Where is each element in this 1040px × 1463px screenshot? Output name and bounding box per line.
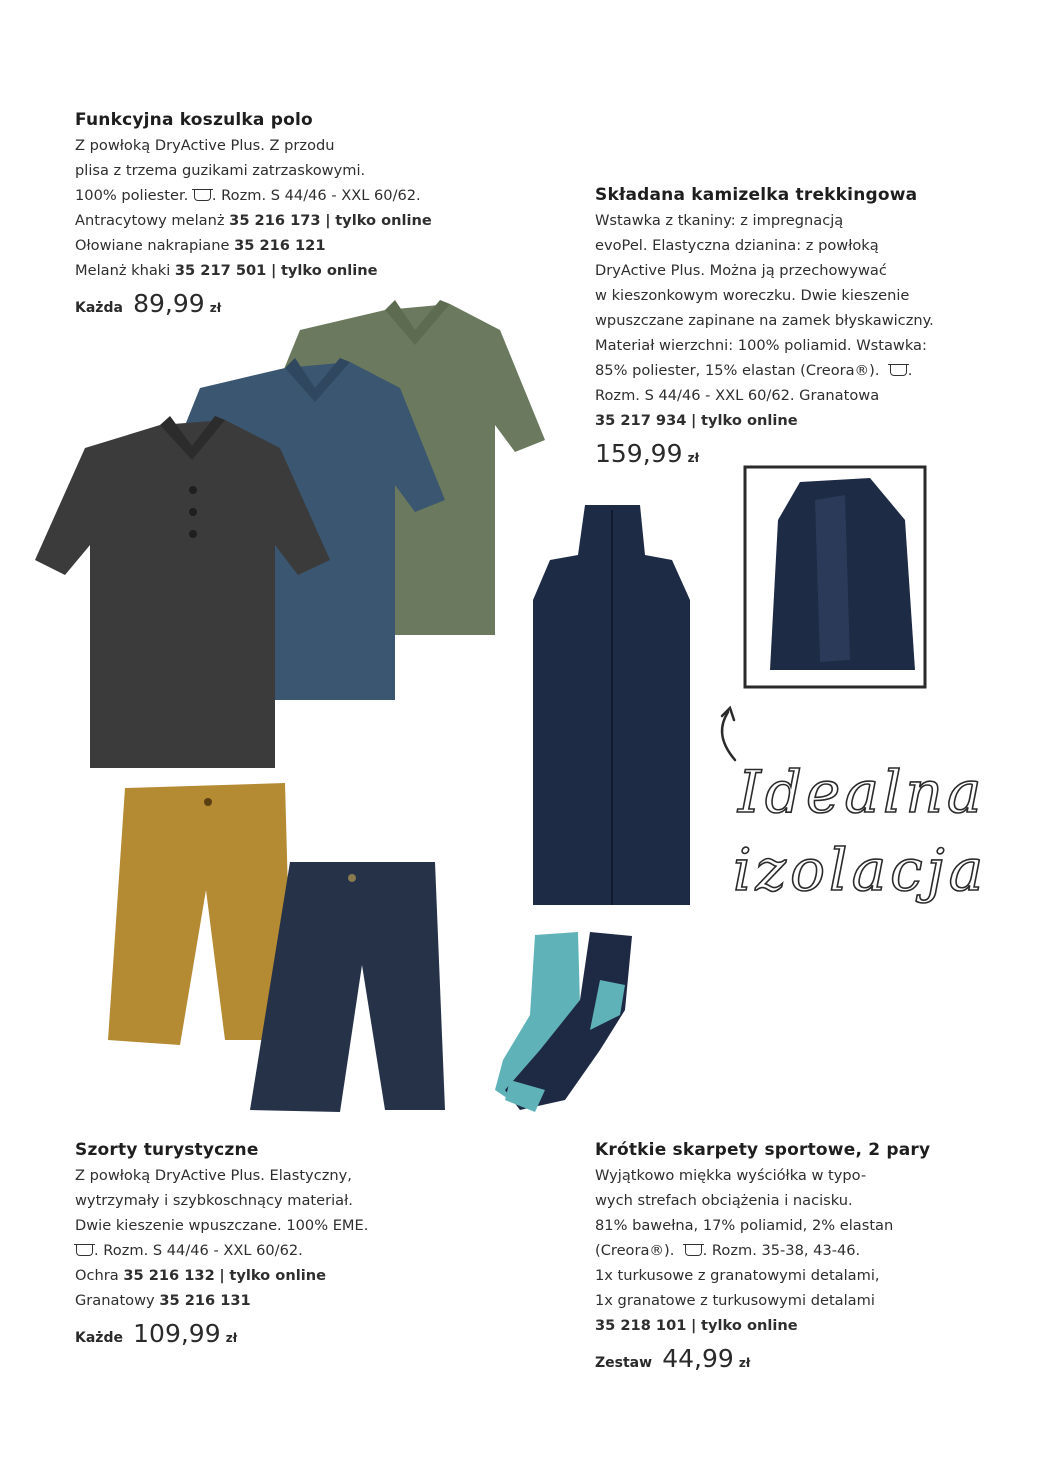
socks-desc-3: 81% bawełna, 17% poliamid, 2% elastan — [595, 1217, 894, 1234]
shorts-desc-3: Dwie kieszenie wpuszczane. 100% EME. — [75, 1217, 369, 1234]
shorts-sizes: . Rozm. S 44/46 - XXL 60/62. — [94, 1242, 303, 1259]
price-value: 89,99 — [133, 289, 205, 318]
socks-desc-2: wych strefach obciążenia i nacisku. — [595, 1192, 853, 1209]
variant-code: 35 216 131 — [159, 1292, 251, 1309]
socks-product-text — [595, 1140, 930, 1373]
socks-sizes: . Rozm. 35-38, 43-46. — [702, 1242, 861, 1259]
variant-code: 35 217 934 — [595, 412, 687, 429]
currency: zł — [225, 1331, 238, 1345]
online-only-tag: tylko online — [701, 412, 798, 429]
variant-name: Granatowy — [75, 1292, 155, 1309]
vest-front-image — [533, 505, 690, 905]
variant-name: Ołowiane nakrapiane — [75, 237, 230, 254]
socks-desc-4 — [595, 1238, 930, 1263]
shorts-desc-1: Z powłoką DryActive Plus. Elastyczny, — [75, 1167, 352, 1184]
polo-desc-1: Z powłoką DryActive Plus. Z przodu — [75, 137, 335, 154]
shorts-variant-1 — [75, 1263, 368, 1288]
polo-title: Funkcyjna koszulka polo — [75, 110, 313, 130]
socks-image — [495, 932, 632, 1112]
socks-price — [595, 1344, 930, 1373]
shorts-desc-2: wytrzymały i szybkoschnący materiał. — [75, 1192, 353, 1209]
variant-name: Melanż khaki — [75, 262, 171, 279]
polo-desc-2: plisa z trzema guzikami zatrzaskowymi. — [75, 162, 366, 179]
vest-material: 85% poliester, 15% elastan (Creora®). — [595, 362, 880, 379]
shorts-variant-2 — [75, 1288, 368, 1313]
shorts-product-text — [75, 1140, 368, 1348]
slogan-line-1: Idealna — [738, 758, 986, 826]
price-value: 44,99 — [662, 1344, 734, 1373]
polo-material: 100% poliester. — [75, 187, 189, 204]
separator: | — [219, 1267, 225, 1284]
arrow-up-icon — [722, 708, 735, 760]
price-label: Każda — [75, 300, 123, 316]
online-only-tag: tylko online — [280, 262, 378, 279]
shorts-title: Szorty turystyczne — [75, 1140, 259, 1160]
online-only-tag: tylko online — [701, 1317, 798, 1334]
shorts-desc-4 — [75, 1238, 368, 1263]
vest-desc-3: DryActive Plus. Można ją przechowywać — [595, 262, 887, 279]
vest-title: Składana kamizelka trekkingowa — [595, 185, 918, 205]
currency: zł — [209, 301, 222, 315]
online-only-tag: tylko online — [229, 1267, 326, 1284]
variant-name: Ochra — [75, 1267, 119, 1284]
wash-care-icon — [685, 1244, 702, 1256]
punctuation: . — [907, 362, 913, 379]
socks-desc-6: 1x granatowe z turkusowymi detalami — [595, 1292, 875, 1309]
variant-code: 35 216 132 — [123, 1267, 215, 1284]
vest-desc-2: evoPel. Elastyczna dzianina: z powłoką — [595, 237, 879, 254]
socks-title: Krótkie skarpety sportowe, 2 pary — [595, 1140, 931, 1160]
vest-inset-image — [745, 467, 925, 687]
vest-desc-6: Materiał wierzchni: 100% poliamid. Wstawka: — [595, 337, 927, 354]
variant-code: 35 217 501 — [174, 262, 267, 279]
separator: | — [270, 262, 277, 279]
separator: | — [691, 1317, 697, 1334]
variant-code: 35 216 173 — [229, 212, 321, 229]
vest-sizes-color: Rozm. S 44/46 - XXL 60/62. Granatowa — [595, 387, 880, 404]
price-value: 109,99 — [133, 1319, 221, 1348]
separator: | — [325, 212, 331, 229]
vest-desc-1: Wstawka z tkaniny: z impregnacją — [595, 212, 844, 229]
shorts-ochre-image — [108, 783, 292, 1045]
vest-desc-5: wpuszczane zapinane na zamek błyskawiczny. — [595, 312, 934, 329]
currency: zł — [687, 451, 700, 465]
polo-sizes: . Rozm. S 44/46 - XXL 60/62. — [211, 187, 421, 204]
shorts-price — [75, 1319, 368, 1348]
variant-name: Antracytowy melanż — [75, 212, 225, 229]
socks-code-row — [595, 1313, 930, 1338]
slogan-line-2: izolacja — [733, 836, 988, 904]
vest-desc-4: w kieszonkowym woreczku. Dwie kieszenie — [595, 287, 910, 304]
socks-material: (Creora®). — [595, 1242, 675, 1259]
wash-care-icon — [76, 1244, 93, 1256]
price-label: Każde — [75, 1330, 123, 1346]
variant-code: 35 216 121 — [234, 237, 326, 254]
separator: | — [691, 412, 697, 429]
price-label: Zestaw — [595, 1355, 653, 1371]
price-value: 159,99 — [595, 439, 683, 468]
socks-desc-1: Wyjątkowo miękka wyściółka w typo- — [595, 1167, 867, 1184]
variant-code: 35 218 101 — [595, 1317, 687, 1334]
online-only-tag: tylko online — [335, 212, 432, 229]
currency: zł — [738, 1356, 751, 1370]
socks-desc-5: 1x turkusowe z granatowymi detalami, — [595, 1267, 880, 1284]
